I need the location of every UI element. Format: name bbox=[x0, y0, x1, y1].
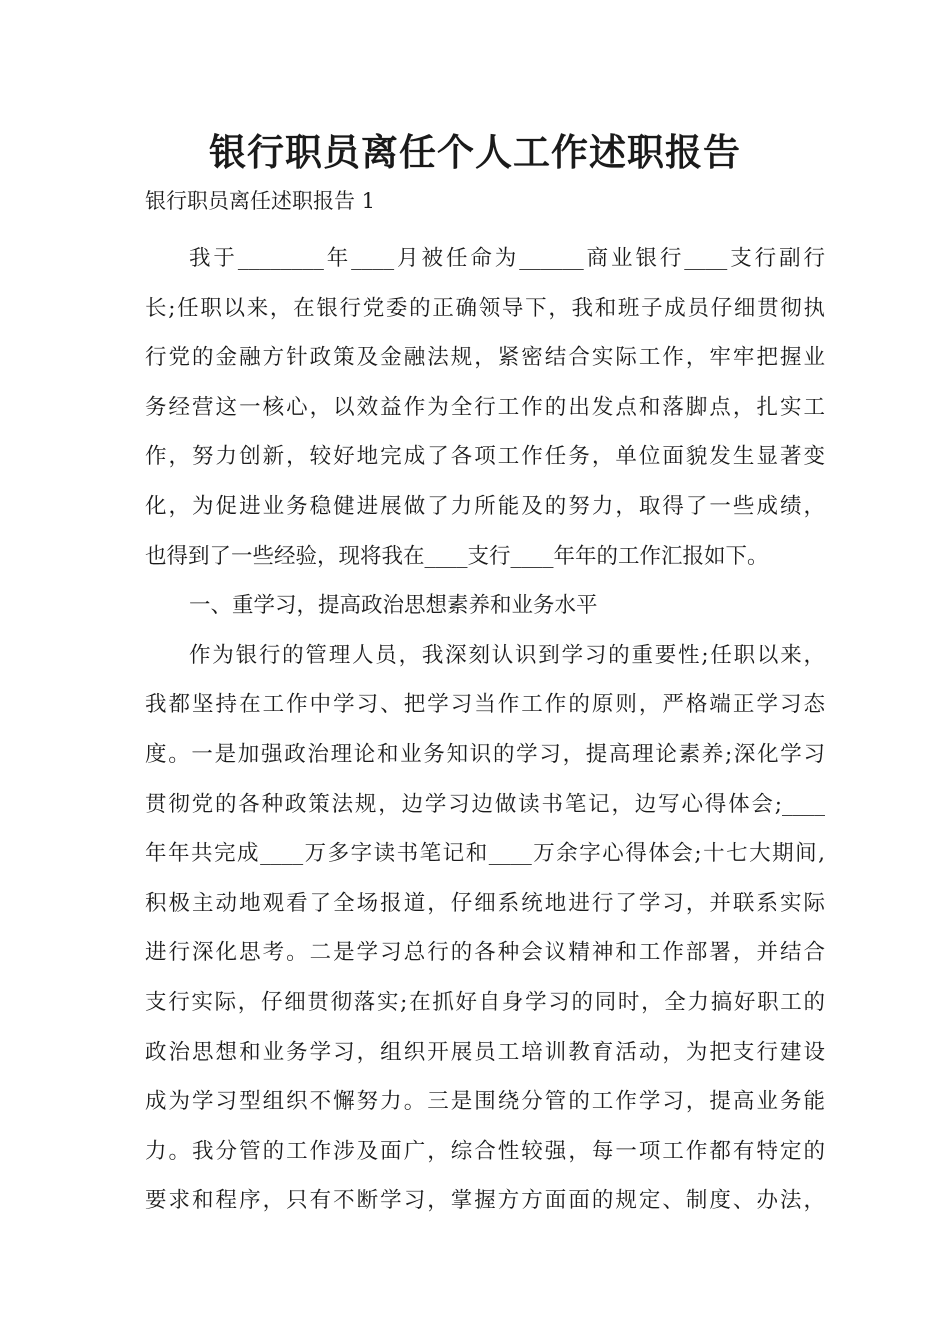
paragraph-line: 贯彻党的各种政策法规，边学习边做读书笔记，边写心得体会;____ bbox=[145, 791, 825, 817]
section-heading: 一、重学习，提高政治思想素养和业务水平 bbox=[189, 593, 598, 619]
document-body bbox=[145, 234, 825, 1226]
paragraph-line: 作为银行的管理人员，我深刻认识到学习的重要性;任职以来， bbox=[189, 642, 825, 668]
paragraph-line: 我于________年____月被任命为______商业银行____支行副行 bbox=[189, 246, 825, 271]
paragraph-line: 长;任职以来，在银行党委的正确领导下，我和班子成员仔细贯彻执 bbox=[145, 295, 825, 321]
paragraph-line: 力。我分管的工作涉及面广，综合性较强，每一项工作都有特定的 bbox=[145, 1138, 825, 1164]
paragraph-line: 务经营这一核心，以效益作为全行工作的出发点和落脚点，扎实工 bbox=[145, 394, 825, 420]
paragraph-line: 行党的金融方针政策及金融法规，紧密结合实际工作，牢牢把握业 bbox=[145, 345, 825, 371]
paragraph-line: 进行深化思考。二是学习总行的各种会议精神和工作部署，并结合 bbox=[145, 940, 825, 966]
paragraph-line: 度。一是加强政治理论和业务知识的学习，提高理论素养;深化学习 bbox=[145, 741, 825, 767]
paragraph-line: 要求和程序，只有不断学习，掌握方方面面的规定、制度、办法， bbox=[145, 1188, 825, 1214]
paragraph-line: 年年共完成____万多字读书笔记和____万余字心得体会;十七大期间, bbox=[145, 841, 825, 867]
paragraph-line: 也得到了一些经验，现将我在____支行____年年的工作汇报如下。 bbox=[145, 543, 769, 569]
paragraph-line: 作，努力创新，较好地完成了各项工作任务，单位面貌发生显著变 bbox=[145, 444, 825, 470]
paragraph-line: 我都坚持在工作中学习、把学习当作工作的原则，严格端正学习态 bbox=[145, 692, 825, 718]
document-title: 银行职员离任个人工作述职报告 bbox=[209, 131, 741, 174]
paragraph-line: 成为学习型组织不懈努力。三是围绕分管的工作学习，提高业务能 bbox=[145, 1089, 825, 1115]
paragraph-line: 支行实际，仔细贯彻落实;在抓好自身学习的同时，全力搞好职工的 bbox=[145, 989, 825, 1015]
paragraph-line: 政治思想和业务学习，组织开展员工培训教育活动，为把支行建设 bbox=[145, 1039, 825, 1065]
paragraph-line: 化，为促进业务稳健进展做了力所能及的努力，取得了一些成绩， bbox=[145, 493, 825, 519]
paragraph-line: 积极主动地观看了全场报道，仔细系统地进行了学习，并联系实际 bbox=[145, 890, 825, 916]
document-subtitle: 银行职员离任述职报告 1 bbox=[145, 189, 376, 213]
